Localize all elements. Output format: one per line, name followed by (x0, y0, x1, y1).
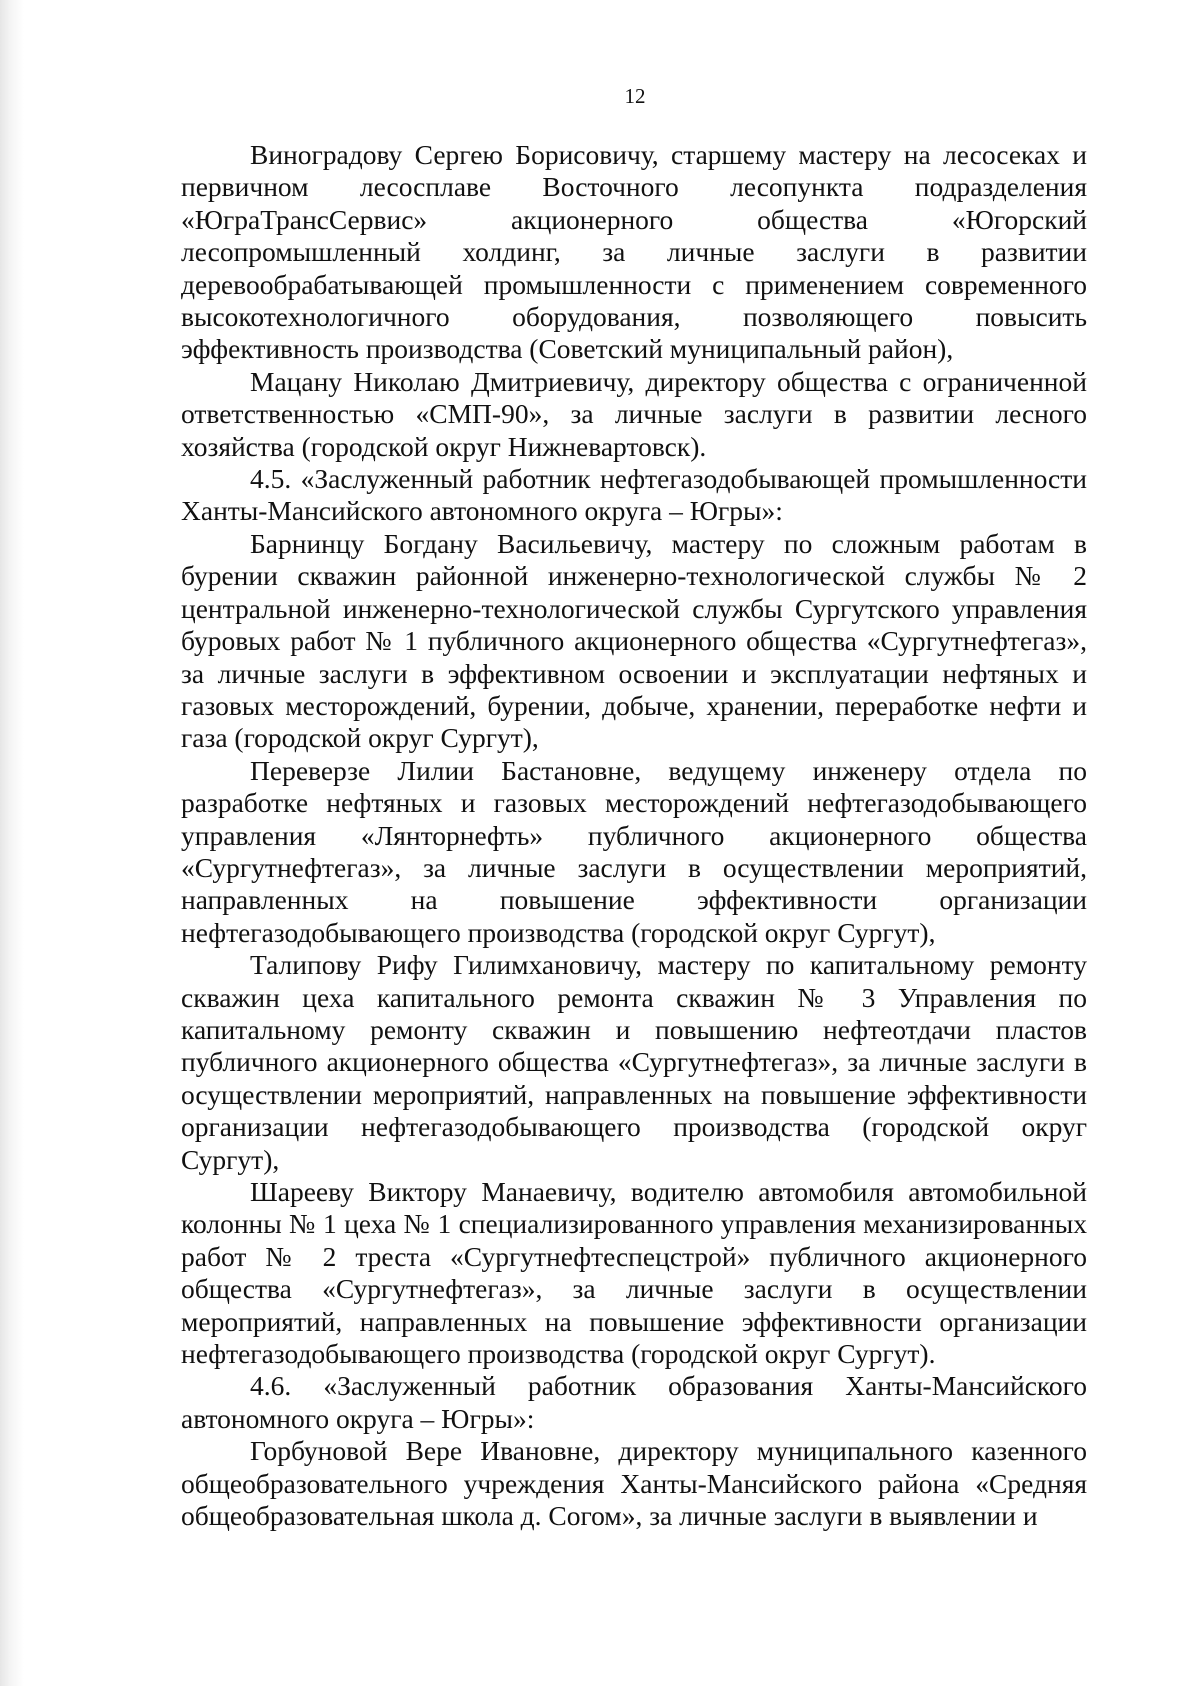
paragraph-talipov: Талипову Рифу Гилимхановичу, мастеру по капитальному ремонту скважин цеха капитального ремонта скважин № 3 Управления по капитальному ремонту скважин и повышению нефтеотдачи пластов публичного акционерного общества «Сургутнефтегаз», за личные заслуги в осуществлении мероприятий, направленных на повышение эффективности организации нефтегазодобывающего производства (городской округ Сургут), (181, 949, 1087, 1175)
section-heading-4-5: 4.5. «Заслуженный работник нефтегазодобывающей промышленности Ханты-Мансийского автономного округа – Югры»: (181, 463, 1087, 527)
paragraph-barnints: Барнинцу Богдану Васильевичу, мастеру по сложным работам в бурении скважин районной инженерно-технологической службы № 2 центральной инженерно-технологической службы Сургутского управления буровых работ № 1 публичного акционерного общества «Сургутнефтегаз», за личные заслуги в эффективном освоении и эксплуатации нефтяных и газовых месторождений, бурении, добыче, хранении, переработке нефти и газа (городской округ Сургут), (181, 527, 1087, 754)
scan-edge-shadow (0, 0, 24, 1686)
paragraph-gorbunova: Горбуновой Вере Ивановне, директору муниципального казенного общеобразовательного учреждения Ханты-Мансийского района «Средняя общеобразовательная школа д. Согом», за личные заслуги в выявлении и (181, 1435, 1087, 1532)
paragraph-vinogradov: Виноградову Сергею Борисовичу, старшему мастеру на лесосеках и первичном лесосплаве Восточного лесопункта подразделения «ЮграТрансСервис» акционерного общества «Югорский лесопромышленный холдинг, за личные заслуги в развитии деревообрабатывающей промышленности с применением современного высокотехнологичного оборудования, позволяющего повысить эффективность производства (Советский муниципальный район), (181, 139, 1087, 365)
page-number: 12 (624, 84, 646, 108)
paragraph-shareev: Шарееву Виктору Манаевичу, водителю автомобиля автомобильной колонны № 1 цеха № 1 специализированного управления механизированных работ № 2 треста «Сургутнефтеспецстрой» публичного акционерного общества «Сургутнефтегаз», за личные заслуги в осуществлении мероприятий, направленных на повышение эффективности организации нефтегазодобывающего производства (городской округ Сургут). (181, 1176, 1087, 1370)
paragraph-pereverza: Переверзе Лилии Бастановне, ведущему инженеру отдела по разработке нефтяных и газовых месторождений нефтегазодобывающего управления «Лянторнефть» публичного акционерного общества «Сургутнефтегаз», за личные заслуги в осуществлении мероприятий, направленных на повышение эффективности организации нефтегазодобывающего производства (городской округ Сургут), (181, 754, 1087, 948)
document-body (181, 139, 1087, 1532)
section-heading-4-6: 4.6. «Заслуженный работник образования Ханты-Мансийского автономного округа – Югры»: (181, 1370, 1087, 1434)
paragraph-matsan: Мацану Николаю Дмитриевичу, директору общества с ограниченной ответственностью «СМП-90», за личные заслуги в развитии лесного хозяйства (городской округ Нижневартовск). (181, 365, 1087, 462)
